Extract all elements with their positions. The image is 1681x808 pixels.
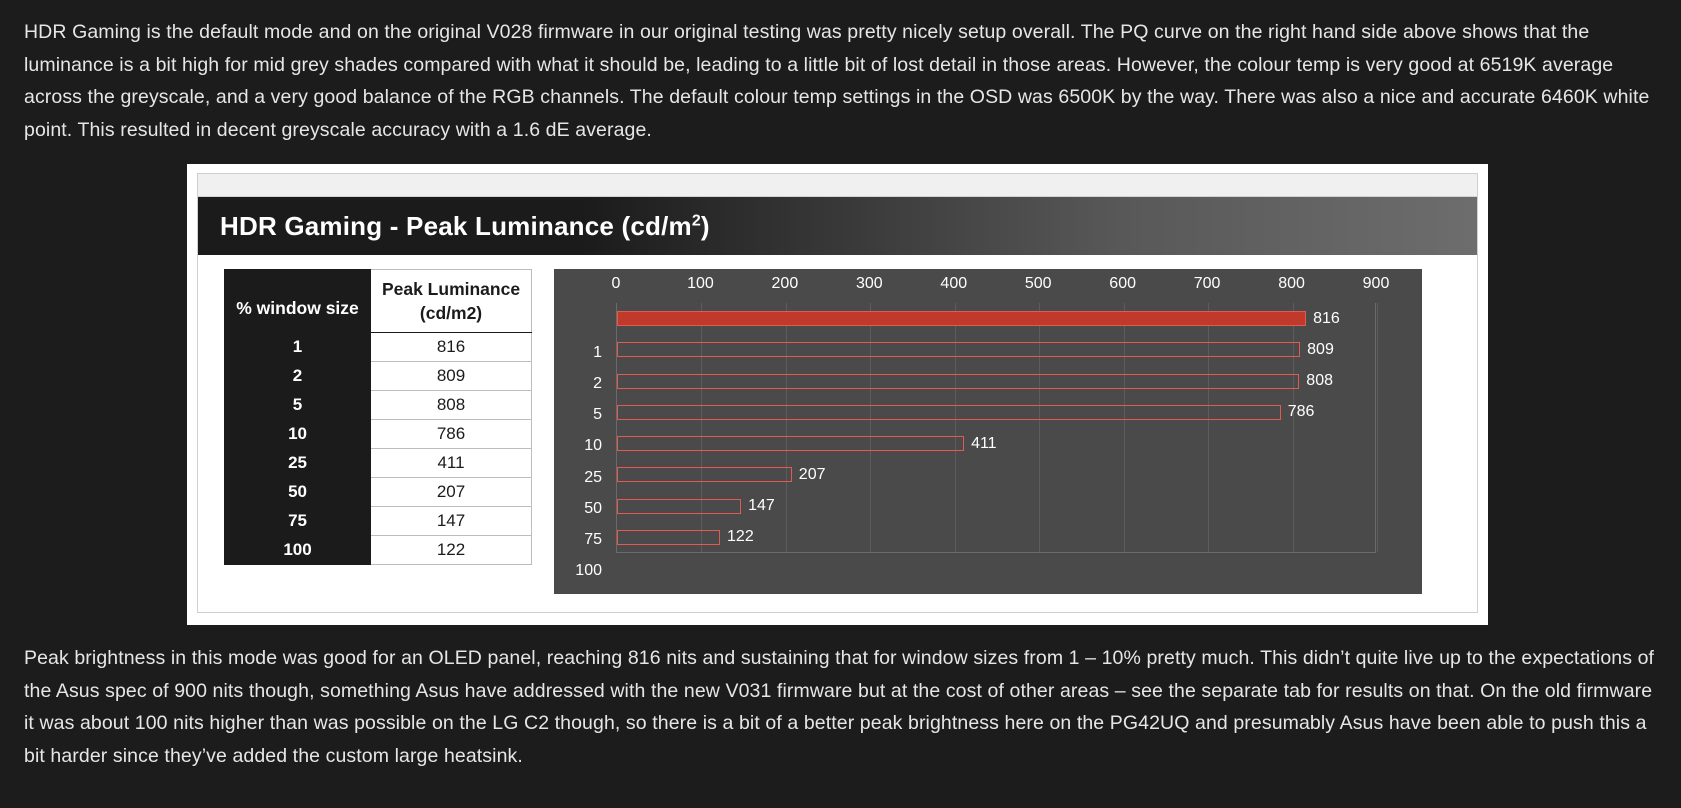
peak-luminance-figure (187, 164, 1488, 625)
chart-category-label: 2 (593, 374, 602, 392)
table-row (225, 449, 532, 478)
chart-bar (617, 342, 1300, 357)
header-peak-luminance (371, 270, 532, 333)
header-window-size: % window size (225, 270, 371, 333)
chart-category-label: 1 (593, 343, 602, 361)
chart-bar-row (617, 466, 826, 484)
chart-bar (617, 467, 792, 482)
figure-title-superscript: 2 (691, 211, 701, 229)
cell-window-size: 10 (225, 420, 371, 449)
chart-bar-row (617, 435, 997, 453)
cell-window-size: 2 (225, 362, 371, 391)
peak-luminance-table (224, 269, 532, 565)
chart-bar-row (617, 341, 1334, 359)
x-axis-tick-label: 100 (687, 275, 714, 292)
x-axis-tick-label: 200 (771, 275, 799, 292)
cell-window-size: 5 (225, 391, 371, 420)
cell-peak-luminance: 808 (371, 391, 532, 420)
cell-window-size: 25 (225, 449, 371, 478)
x-axis-tick-label: 600 (1109, 275, 1137, 292)
table-row (225, 507, 532, 536)
chart-bar-value-label: 808 (1306, 372, 1333, 390)
table-row (225, 362, 532, 391)
cell-peak-luminance: 207 (371, 478, 532, 507)
paragraph-above-figure: HDR Gaming is the default mode and on the original V028 firmware in our original testing was pretty nicely setup overall. The PQ curve on the right hand side above shows that the luminance is a bit high for mid grey shades compared with what it should be, leading to a little bit of lost detail in those areas. However, the colour temp is very good at 6519K average across the greyscale, and a very good balance of the RGB channels. The default colour temp settings in the OSD was 6500K by the way. There was also a nice and accurate 6460K white point. This resulted in decent greyscale accuracy with a 1.6 dE average. (24, 21, 1650, 141)
figure-top-bar (198, 174, 1477, 197)
cell-window-size: 1 (225, 333, 371, 362)
table-body (225, 333, 532, 565)
figure-body (198, 255, 1477, 612)
chart-bar-row (617, 372, 1333, 390)
chart-bar-value-label: 786 (1287, 403, 1315, 421)
cell-peak-luminance: 122 (371, 536, 532, 565)
chart-plot-area (616, 303, 1376, 553)
x-axis-tick-label: 500 (1024, 275, 1052, 292)
table-head (225, 270, 532, 333)
chart-bar-value-label: 809 (1307, 340, 1334, 358)
table-row (225, 391, 532, 420)
figure-title-suffix: ) (700, 210, 710, 241)
chart-category-label: 75 (584, 531, 602, 549)
chart-bar (617, 374, 1299, 389)
cell-peak-luminance: 809 (371, 362, 532, 391)
chart-category-label: 50 (584, 499, 602, 517)
cell-peak-luminance: 411 (371, 449, 532, 478)
x-axis-tick-label: 700 (1193, 275, 1221, 292)
chart-category-label: 10 (584, 437, 602, 455)
chart-bar (617, 436, 964, 451)
table-row (225, 420, 532, 449)
figure-title (220, 211, 710, 242)
cell-peak-luminance: 816 (371, 333, 532, 362)
table-row (225, 536, 532, 565)
x-axis-tick-label: 0 (611, 275, 621, 292)
figure-frame (197, 173, 1478, 613)
header-peak-luminance-line2: (cd/m2) (419, 303, 483, 323)
paragraph-below-figure: Peak brightness in this mode was good for an OLED panel, reaching 816 nits and sustaining that for window sizes from 1 – 10% pretty much. This didn’t quite live up to the expectations of the Asus spec of 900 nits though, something Asus have addressed with the new V031 firmware but at the cost of other areas – see the separate tab for results on that. On the old firmware it was about 100 nits higher than was possible on the LG C2 though, so there is a bit of a better peak brightness here on the PG42UQ and presumably Asus have been able to push this a bit harder since they’ve added the custom large heatsink. (24, 647, 1655, 767)
table-row (225, 333, 532, 362)
chart-x-axis (554, 275, 1422, 299)
chart-gridline (1377, 303, 1378, 552)
x-axis-tick-label: 300 (855, 275, 883, 292)
chart-bar-row (617, 528, 754, 546)
peak-luminance-bar-chart (554, 269, 1422, 594)
cell-peak-luminance: 147 (371, 507, 532, 536)
table-row (225, 478, 532, 507)
x-axis-tick-label: 400 (940, 275, 968, 292)
chart-category-label: 5 (593, 406, 602, 424)
cell-window-size: 50 (225, 478, 371, 507)
chart-category-axis (554, 303, 608, 580)
chart-bar (617, 311, 1306, 326)
cell-window-size: 100 (225, 536, 371, 565)
cell-window-size: 75 (225, 507, 371, 536)
x-axis-tick-label: 800 (1278, 275, 1305, 292)
table-header-row (225, 270, 532, 333)
chart-bar-row (617, 497, 775, 515)
chart-bar (617, 405, 1281, 420)
figure-title-main: HDR Gaming - Peak Luminance (cd/m (220, 210, 692, 241)
cell-peak-luminance: 786 (371, 420, 532, 449)
figure-title-bar (198, 197, 1477, 255)
x-axis-tick-label: 900 (1362, 275, 1390, 292)
chart-bar-row (617, 403, 1314, 421)
chart-category-label: 25 (584, 468, 602, 486)
chart-category-label: 100 (575, 562, 602, 580)
chart-bar-value-label: 207 (798, 465, 826, 483)
chart-bar-value-label: 816 (1313, 309, 1340, 327)
chart-bar-value-label: 122 (727, 528, 754, 546)
chart-bar-value-label: 147 (748, 497, 775, 515)
chart-bar (617, 499, 741, 514)
header-peak-luminance-line1: Peak Luminance (381, 279, 521, 299)
chart-bar (617, 530, 720, 545)
chart-bar-row (617, 310, 1340, 328)
chart-bar-value-label: 411 (971, 434, 997, 452)
